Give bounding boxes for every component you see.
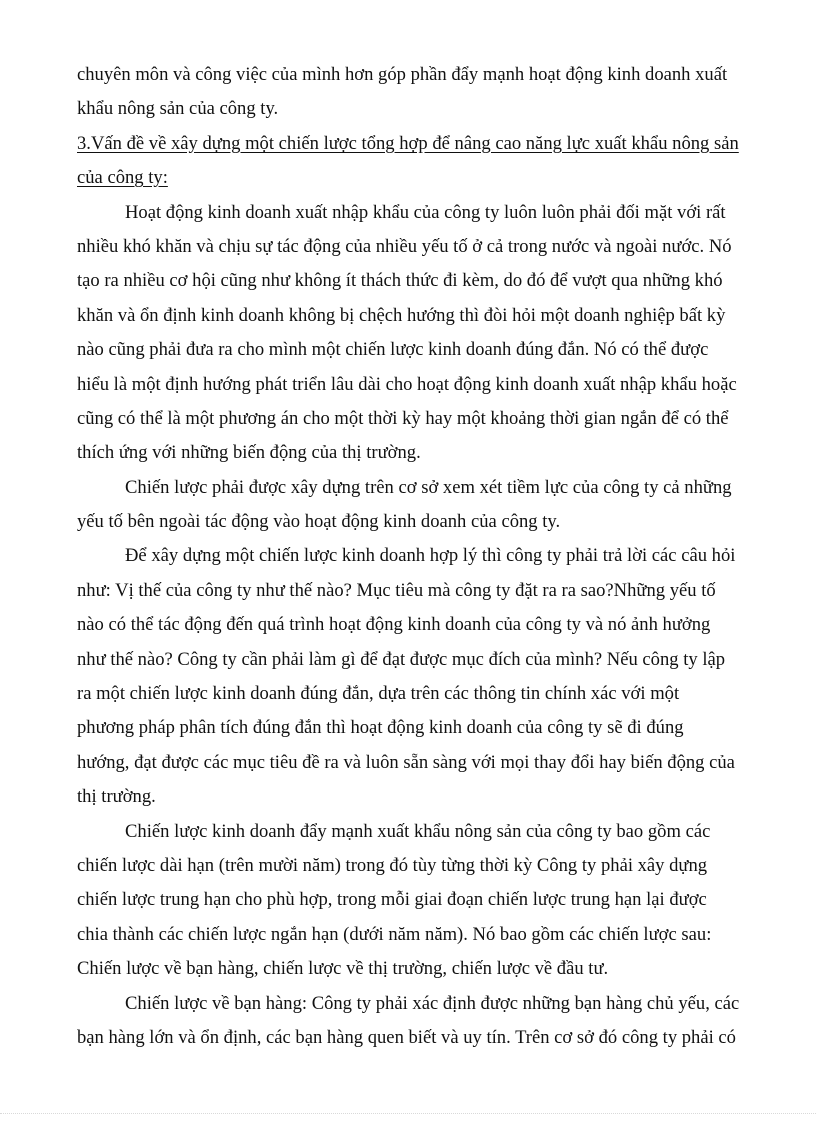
paragraph-line: chiến lược trung hạn cho phù hợp, trong mỗi giai đoạn chiến lược trung hạn lại được	[77, 889, 707, 911]
paragraph-line: khăn và ổn định kinh doanh không bị chệch hướng thì đòi hỏi một doanh nghiệp bất kỳ	[77, 304, 726, 326]
paragraph-line: thích ứng với những biến động của thị trường.	[77, 442, 421, 464]
paragraph-line: Chiến lược kinh doanh đẩy mạnh xuất khẩu nông sản của công ty bao gồm các	[125, 820, 711, 842]
paragraph-line: nào có thể tác động đến quá trình hoạt động kinh doanh của công ty và nó ảnh hưởng	[77, 614, 711, 636]
paragraph-line: nào cũng phải đưa ra cho mình một chiến lược kinh doanh đúng đắn. Nó có thể được	[77, 339, 709, 361]
section-heading-line	[77, 161, 741, 195]
paragraph-line: cũng có thể là một phương án cho một thời kỳ hay một khoảng thời gian ngắn để có thể	[77, 407, 729, 429]
document-body	[77, 58, 741, 1055]
paragraph-line: hiểu là một định hướng phát triển lâu dài cho hoạt động kinh doanh xuất nhập khẩu hoặc	[77, 373, 737, 395]
paragraph-line: Để xây dựng một chiến lược kinh doanh hợp lý thì công ty phải trả lời các câu hỏi	[125, 545, 736, 567]
paragraph-line: thị trường.	[77, 786, 156, 808]
page-bottom-divider	[0, 1113, 816, 1114]
paragraph-line: như thế nào? Công ty cần phải làm gì để đạt được mục đích của mình? Nếu công ty lập	[77, 648, 726, 670]
paragraph-line: Chiến lược về bạn hàng: Công ty phải xác định được những bạn hàng chủ yếu, các	[125, 992, 740, 1014]
paragraph-line: chuyên môn và công việc của mình hơn góp phần đẩy mạnh hoạt động kinh doanh xuất	[77, 64, 728, 85]
paragraph-line: yếu tố bên ngoài tác động vào hoạt động kinh doanh của công ty.	[77, 511, 561, 533]
paragraph-line: phương pháp phân tích đúng đắn thì hoạt động kinh doanh của công ty sẽ đi đúng	[77, 717, 684, 739]
heading-text: của công ty:	[77, 167, 168, 189]
paragraph-line: Hoạt động kinh doanh xuất nhập khẩu của công ty luôn luôn phải đối mặt với rất	[125, 201, 726, 223]
paragraph-line: khẩu nông sản của công ty.	[77, 98, 279, 120]
heading-text: 3.Vấn đề về xây dựng một chiến lược tổng hợp để nâng cao năng lực xuất khẩu nông sản	[77, 132, 739, 154]
paragraph-line: hướng, đạt được các mục tiêu đề ra và luôn sẵn sàng với mọi thay đổi hay biến động của	[77, 751, 735, 773]
section-heading-line	[77, 127, 741, 161]
paragraph-line: bạn hàng lớn và ổn định, các bạn hàng quen biết và uy tín. Trên cơ sở đó công ty phải có	[77, 1026, 736, 1048]
paragraph-line: ra một chiến lược kinh doanh đúng đắn, dựa trên các thông tin chính xác với một	[77, 683, 680, 705]
paragraph-line: nhiều khó khăn và chịu sự tác động của nhiều yếu tố ở cả trong nước và ngoài nước. Nó	[77, 235, 732, 257]
paragraph-line: chia thành các chiến lược ngắn hạn (dưới năm năm). Nó bao gồm các chiến lược sau:	[77, 923, 712, 945]
paragraph-line: tạo ra nhiều cơ hội cũng như không ít thách thức đi kèm, do đó để vượt qua những khó	[77, 270, 723, 292]
paragraph-line: Chiến lược phải được xây dựng trên cơ sở xem xét tiềm lực của công ty cả những	[125, 476, 732, 498]
paragraph-line: như: Vị thế của công ty như thế nào? Mục tiêu mà công ty đặt ra ra sao?Những yếu tố	[77, 579, 716, 601]
paragraph-line: chiến lược dài hạn (trên mười năm) trong đó tùy từng thời kỳ Công ty phải xây dựng	[77, 854, 708, 876]
paragraph-line: Chiến lược về bạn hàng, chiến lược về thị trường, chiến lược về đầu tư.	[77, 958, 609, 980]
